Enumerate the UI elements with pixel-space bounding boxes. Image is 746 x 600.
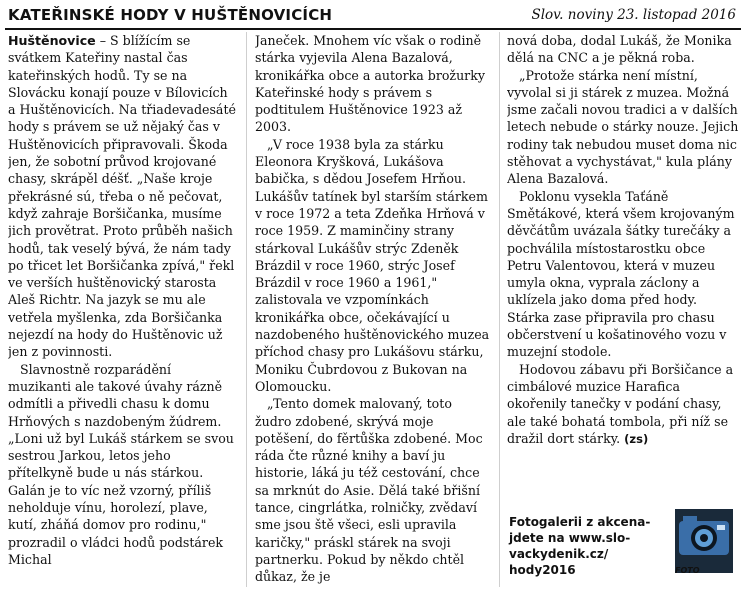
paragraph: nová doba, dodal Lukáš, že Monika dělá na CNC a je pěkná roba. [507, 33, 732, 66]
article-column-3 [507, 32, 742, 502]
column-divider [499, 32, 500, 587]
paragraph [8, 32, 238, 361]
paragraph-text: Hodovou zábavu při Boršičance a cimbálové muzice Harafica okořenily tanečky v podání chasy, ale také bohatá tombola, při níž se dražil dort stárky. [507, 361, 734, 446]
camera-icon [673, 507, 735, 575]
dateline: Huštěnovice [8, 33, 96, 48]
paragraph: „V roce 1938 byla za stárku Eleonora Kryšková, Lukášova babička, s dědou Josefem Hrňou. Lukášův tatínek byl starším stárkem v roce 1972 a teta Zdeňka Hrňová v roce 1959. Z maminčiny strany stárkoval Lukášův strýc Zdeněk Brázdil v roce 1960, strýc Josef Brázdil v roce 1960 a 1961," zalistovala ve vzpomínkách kronikářka obce, očekávající u nazdobeného huštěnovického muzea příchod chasy pro Lukášovu stárku, Moniku Čubrdovou z Bukovan na Olomoucku. [255, 136, 490, 394]
source-citation: Slov. noviny 23. listopad 2016 [531, 7, 736, 23]
gallery-line: vackydenik.cz/ [509, 547, 609, 561]
paragraph [507, 361, 742, 448]
article-column-2 [255, 32, 490, 592]
article-column-1 [8, 32, 238, 592]
column-divider [246, 32, 247, 587]
gallery-line: jdete na www.slo- [509, 531, 631, 545]
header-rule [5, 28, 741, 30]
photo-gallery-note[interactable] [509, 514, 669, 578]
gallery-line: hody2016 [509, 563, 576, 577]
paragraph: Slavnostně rozparádění muzikanti ale takové úvahy rázně odmítli a přivedli chasu k domu Hrňových s nazdobeným žúdrem. „Loni už byl Lukáš stárkem se svou sestrou Jarkou, letos jeho přítelkyně bude u nás stárkou. Galán je to víc než vzorný, příliš neholduje vínu, horolezí, plave, kutí, zháňá domov pro rodinu," prozradil o vládci hodů podstárek Michal [8, 361, 234, 567]
paragraph: Poklonu vysekla Taťáně Smětákové, která všem krojovaným děvčátům uvázala šátky turečáky a pochválila místostarostku obce Petru Valentovou, která v muzeu umyla okna, vyprala záclony a uklízela jako doma před hody. Stárka zase připravila pro chasu občerstvení u košatinového vozu v muzejní stodole. [507, 188, 735, 360]
camera-icon-label: FOTO [675, 566, 700, 575]
article-title: KATEŘINSKÉ HODY V HUŠTĚNOVICÍCH [8, 6, 333, 24]
paragraph: „Protože stárka není místní, vyvolal si ji stárek z muzea. Možná jsme začali novou tradici a v dalších letech nebude o stárky nouze. Jejich rodiny tak nebudou muset doma nic stěhovat a vychystávat," kula plány Alena Bazalová. [507, 67, 739, 187]
paragraph: „Tento domek malovaný, toto žudro zdobené, skrývá moje potěšení, do fěrtůška zdobené. Moc ráda čte různé knihy a baví ju historie, láká ju též cestování, chce sa mrknút do Asie. Dělá také břišní tance, cingrlátka, rolničky, zvědaví sme jsou ště všeci, esli upravila karičky," práskl stárek na svoji partnerku. Pokud by někdo chtěl důkaz, že je [255, 396, 483, 585]
author-signature: (zs) [624, 431, 649, 446]
paragraph-text: – S blížícím se svátkem Kateřiny nastal čas kateřinských hodů. Ty se na Slovácku konají pouze v Bílovicích a Huštěnovicích. Na třiadevadesáté hody s právem se už nějaký čas v Huštěnovicích připravovali. Škoda jen, že sobotní průvod krojované chasy, skrápěl déšť. „Naše kroje překrásné sú, třeba o ně pečovat, když zahraje Boršičanka, musíme jich provětrat. Proto průběh našich hodů, tak veselý bývá, že nám tady po třicet let Boršičanka zpívá," řekl ve verších huštěnovický starosta Aleš Richtr. Na jazyk se mu ale vetřela myšlenka, zda Boršičanka nejezdí na hody do Huštěnovic už jen z povinnosti. [8, 33, 236, 360]
paragraph: Janeček. Mnohem víc však o rodině stárka vyjevila Alena Bazalová, kronikářka obce a autorka brožurky Kateřinské hody s právem s podtitulem Huštěnovice 1923 až 2003. [255, 33, 485, 135]
gallery-line: Fotogalerii z akcena- [509, 515, 651, 529]
